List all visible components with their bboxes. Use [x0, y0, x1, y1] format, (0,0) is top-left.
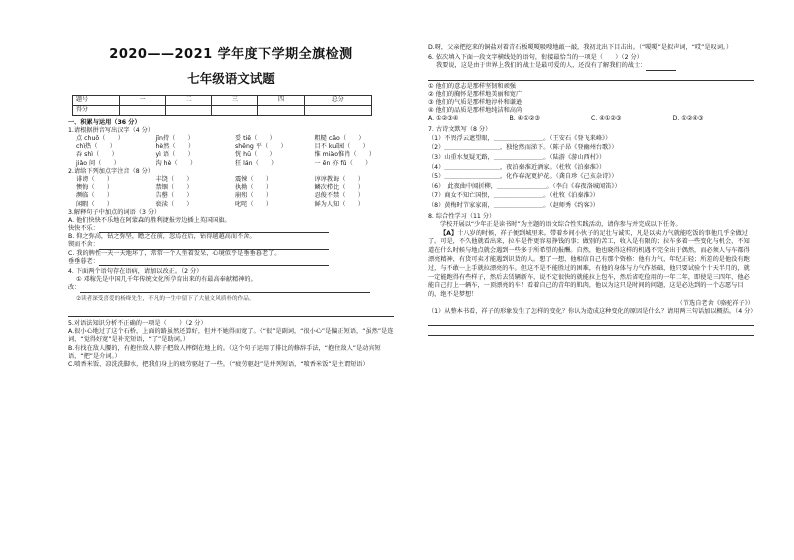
option-d: D.呀，父亲把挖来的铜盐对着青石板嗄嗄吸嗖地敲一敲，我初北出下目击出。（“嗄嗄”是拟声词，“哎”是叹词。）: [428, 44, 733, 51]
question-stem: 6. 依次填入下面一段文字横线处的语句，衔接最恰当的一项是（ ）（2 分）: [428, 54, 643, 62]
question-4: [68, 268, 394, 317]
phonetic-item[interactable]: 懊悔（ ）: [76, 184, 114, 192]
pinyin-item[interactable]: shēng 平（ ）: [235, 143, 287, 151]
passage-text: 十八岁的时候，祥子便到城里来。带着乡间小伙子的足壮与诚实，凡是以卖力气就能吃饭的事他几乎全做过了。可是，不久他就看出来，拉车是件更容易挣钱的事；做别的苦工，收入是有限的；拉车多着一些变化与机会，不知道在什么时候与地点就会遇到一些多于所希望的报酬。自然，他也晓得这样的机遇不完全出于偶然，而必须人与车都得漂亮精神，有货可卖才能遇到识货的人。想了一想，他相信自己有那个资格：他有力气，年纪正轻；所差的是他没有跑过，与不敢一上手就拉漂亮的车。但这不是不能胜过的困难，有他的身体与力气作基础，他只要试验个十天半月的，就一定能跑得有些样子，然后去赁辆新车，说不定很快的就能拉上包车，然后省吃俭用的一年二年，即使是三四年，他必能自己打上一辆车，一顶漂亮的车！看着自己的青年的肌肉，他以为这只是时间的问题，这是必达到的一个志愿与目的，绝不是梦想！: [428, 229, 750, 299]
phonetic-item[interactable]: 亵渎（ ）: [155, 200, 193, 208]
phonetic-item[interactable]: 忍俊不禁（ ）: [314, 192, 364, 200]
sentence: B. 仰之弥高，钻之弥坚，瞻之在前，忽焉在后，钻得越越高而不舍。: [68, 233, 256, 241]
exam-title: 2020——2021 学年度下学期全旗检测: [109, 47, 353, 62]
left-column: [68, 0, 394, 560]
phonetic-item[interactable]: 丰饶（ ）: [155, 175, 193, 183]
exam-subtitle: 七年级语文试题: [187, 71, 275, 87]
question-stem: 2.请给下列加点字注音（8 分）: [68, 167, 155, 175]
pinyin-item[interactable]: hè然（ ）: [155, 143, 195, 151]
score-cell: 总分: [304, 95, 371, 105]
poem-line[interactable]: （8）黄梅时节家家雨，＿＿＿＿＿＿＿＿。（赵师秀《约客》）: [428, 201, 599, 209]
phonetic-item[interactable]: 告罄（ ）: [155, 192, 193, 200]
phonetic-item[interactable]: 谆谆教诲（ ）: [314, 175, 364, 183]
pinyin-item[interactable]: jīn持（ ）: [155, 135, 194, 143]
score-cell: 二: [166, 95, 212, 105]
pinyin-row: [68, 151, 394, 159]
lead-sentence: [428, 62, 754, 70]
answer-line[interactable]: [428, 328, 754, 336]
poem-line[interactable]: （4）＿＿＿＿＿＿＿＿＿，夜泊秦淮近酒家。（杜牧《泊秦淮》）: [428, 163, 606, 171]
score-cell: 四: [258, 95, 304, 105]
pinyin-item[interactable]: chì热（ ）: [76, 143, 116, 151]
statement: ③ 他们的气质是那样地淳朴和谦逊: [428, 98, 523, 106]
phonetic-item[interactable]: 叱咤（ ）: [235, 200, 273, 208]
phonetic-item[interactable]: 诽谤（ ）: [76, 175, 114, 183]
passage-label: 【A】: [440, 229, 458, 237]
phonetic-item[interactable]: 执拗（ ）: [235, 184, 273, 192]
choice-d[interactable]: D. ①②④③: [672, 115, 704, 123]
score-input-cell[interactable]: [258, 105, 304, 115]
answer-label: 锲而不舍：: [68, 241, 99, 249]
task-intro: 学校开展以“少年正是读书时”为主题的语文综合性实践活动，请你参与并完成以下任务。: [440, 220, 682, 228]
poem-line[interactable]: （2）＿＿＿＿＿＿＿＿＿，独怆然而涕下。（陈子昂《登幽州台歌》）: [428, 144, 618, 152]
question-stem: 5.对语法知识分析不正确的一项是（ ）（2 分）: [68, 319, 207, 327]
score-input-cell[interactable]: [120, 105, 166, 115]
phonetic-row: [68, 192, 394, 200]
pinyin-item[interactable]: 吞 shì（ ）: [76, 151, 118, 159]
choice-c[interactable]: C. ④①②③: [591, 115, 622, 123]
poem-line[interactable]: （5）＿＿＿＿＿＿＿＿＿，化作春泥更护花。（龚自珍《己亥杂诗》）: [428, 173, 618, 181]
score-cell: 得分: [73, 105, 120, 115]
question-8: [428, 212, 757, 337]
score-table: [72, 95, 372, 116]
question-5: [68, 320, 394, 369]
phonetic-item[interactable]: 鲜为人知（ ）: [314, 200, 364, 208]
option-b: B.有找在敌人腰的，有抱住敌人脖子把敌人摔倒在地上的。（这个句子运用了排比的修辞手法，“抱住敌人”是动宾短语，“把”是介词。）: [68, 344, 381, 360]
answer-label: 垂垂暮老：: [68, 257, 99, 265]
choice-b[interactable]: B. ④①②③: [509, 115, 540, 123]
score-cell: 三: [212, 95, 258, 105]
question-stem: 3.解释句子中加点的词语（3 分）: [68, 208, 161, 216]
pinyin-item[interactable]: 狂 lán（ ）: [235, 159, 278, 167]
phonetic-item[interactable]: 震悚（ ）: [235, 175, 273, 183]
pinyin-item[interactable]: 目不 kuī园（ ）: [314, 143, 369, 151]
pinyin-item[interactable]: 惟 miào惟肖（ ）: [314, 151, 376, 159]
pinyin-item[interactable]: 恍 hū（ ）: [235, 151, 276, 159]
pinyin-item[interactable]: 一 ēn 亦 fǔ（ ）: [314, 159, 372, 167]
reading-passage: [428, 230, 754, 300]
score-table-score-row: [73, 105, 372, 115]
pinyin-item[interactable]: 点 chuō（ ）: [76, 135, 124, 143]
poem-line[interactable]: （1）不畏浮云遮望眼，＿＿＿＿＿＿＿＿。（王安石《登飞来峰》）: [428, 134, 612, 142]
score-table-header-row: [73, 95, 372, 105]
phonetic-item[interactable]: 鳞次栉比（ ）: [314, 184, 364, 192]
poem-line[interactable]: （6） 此夜曲中闻折柳，＿＿＿＿＿＿＿＿。（李白《春夜洛城闻笛》）: [428, 182, 621, 190]
poem-line[interactable]: （7）商女不知亡国恨，＿＿＿＿＿＿＿＿。（杜牧《泊秦淮》）: [428, 192, 599, 200]
statement: ④ 他们的品质是那样地纯洁和高尚: [428, 107, 523, 115]
phonetic-row: [68, 201, 394, 209]
pinyin-row: [68, 135, 394, 143]
sentence: C. 我的脾性一天一天地坏了，常常一个人坐着发呆，心境似乎是垂垂暮老了。: [68, 249, 281, 257]
choice-a[interactable]: A. ①②③④: [428, 115, 459, 123]
question-1: [68, 127, 394, 168]
pinyin-item[interactable]: yì 语（ ）: [155, 151, 194, 159]
answer-line[interactable]: [68, 241, 394, 249]
poem-line[interactable]: （3）山重水复疑无路，＿＿＿＿＿＿＿＿。（陆游《游山西村》）: [428, 153, 606, 161]
answer-label: 改：: [68, 284, 81, 292]
question-stem: 4. 下面两个语句存在语病，请加以改正。（2 分）: [68, 268, 203, 276]
score-input-cell[interactable]: [304, 105, 371, 115]
pinyin-item[interactable]: jiǎo 问（ ）: [76, 159, 120, 167]
option-c: C.喷香米饭、凉洗洗脚水，把我们身上的疲劳驱赶了一些。（“疲劳驱赶”是并列短语，“喷香米饭”是主谓短语）: [68, 360, 369, 368]
phonetic-item[interactable]: 闲暇（ ）: [76, 200, 114, 208]
answer-line[interactable]: [68, 284, 394, 292]
answer-label: 快快不乐：: [68, 225, 99, 233]
question-stem: 1.请根据拼音写出汉字（4 分）: [68, 126, 155, 134]
score-input-cell[interactable]: [212, 105, 258, 115]
score-cell: 题号: [73, 95, 120, 105]
question-7: [428, 126, 754, 211]
phonetic-item[interactable]: 濒临（ ）: [76, 192, 114, 200]
sentence: ②读者深受喜爱的杨绛先生，不凡的一生中留下了大量文风质朴的作品。: [76, 295, 255, 302]
phonetic-item[interactable]: 禁锢（ ）: [155, 184, 193, 192]
question-stem: 7. 古诗文默写（8 分）: [428, 125, 492, 133]
option-a: A.很小心地过了这个石桥，上面的路虽然还算好，但并不她得而宽了。（“很”是副词，“很小心”是偏正短语，“虽然”是连词，“觉得好宽”是补充短语，“了”是助词。）: [68, 328, 394, 344]
answer-line[interactable]: [68, 258, 394, 266]
score-input-cell[interactable]: [166, 105, 212, 115]
statement: ① 他们的意志是那样坚韧和顽强: [428, 82, 516, 90]
answer-line[interactable]: [68, 309, 394, 317]
choice-row: [428, 115, 754, 123]
question-stem: 8. 综合性学习（11 分）: [428, 212, 496, 220]
answer-line[interactable]: [428, 73, 754, 81]
sentence: ① 邓稼先是中国几千年传统文化所孕育出来的有最高奉献精神的。: [76, 276, 257, 284]
passage-source: （节选自老舍《骆驼祥子》）: [676, 299, 754, 307]
statement: ② 他们的胸怀是那样地美丽和宽广: [428, 90, 523, 98]
pinyin-row: [68, 160, 394, 168]
section-heading: 一、积累与运用（36 分）: [68, 118, 141, 126]
pinyin-item[interactable]: 沟 hè（ ）: [155, 159, 197, 167]
pinyin-item[interactable]: 妥 tiē（ ）: [235, 135, 276, 143]
question-2: [68, 168, 394, 209]
answer-line[interactable]: [428, 318, 754, 326]
score-cell: 一: [120, 95, 166, 105]
phonetic-item[interactable]: 崩殂（ ）: [235, 192, 273, 200]
lead-text: 我要说，这是由于世界上我们的战士是最可爱的人，还没有了解我们的战士：: [436, 62, 647, 70]
phonetic-row: [68, 176, 394, 184]
right-column: [428, 0, 757, 560]
pinyin-item[interactable]: 粗糙 cāo（ ）: [314, 135, 365, 143]
sub-question-1: （1）从整本书看，祥子的形象发生了怎样的变化？你认为造成这种变化的原因是什么？请用两三句话加以概括。（4 分）: [428, 308, 757, 316]
question-6: [428, 54, 754, 123]
sentence: A. 他们快快不乐地在阿蒙森的胜利捷报旁边插上英国国旗。: [68, 216, 231, 224]
question-3: [68, 209, 394, 266]
